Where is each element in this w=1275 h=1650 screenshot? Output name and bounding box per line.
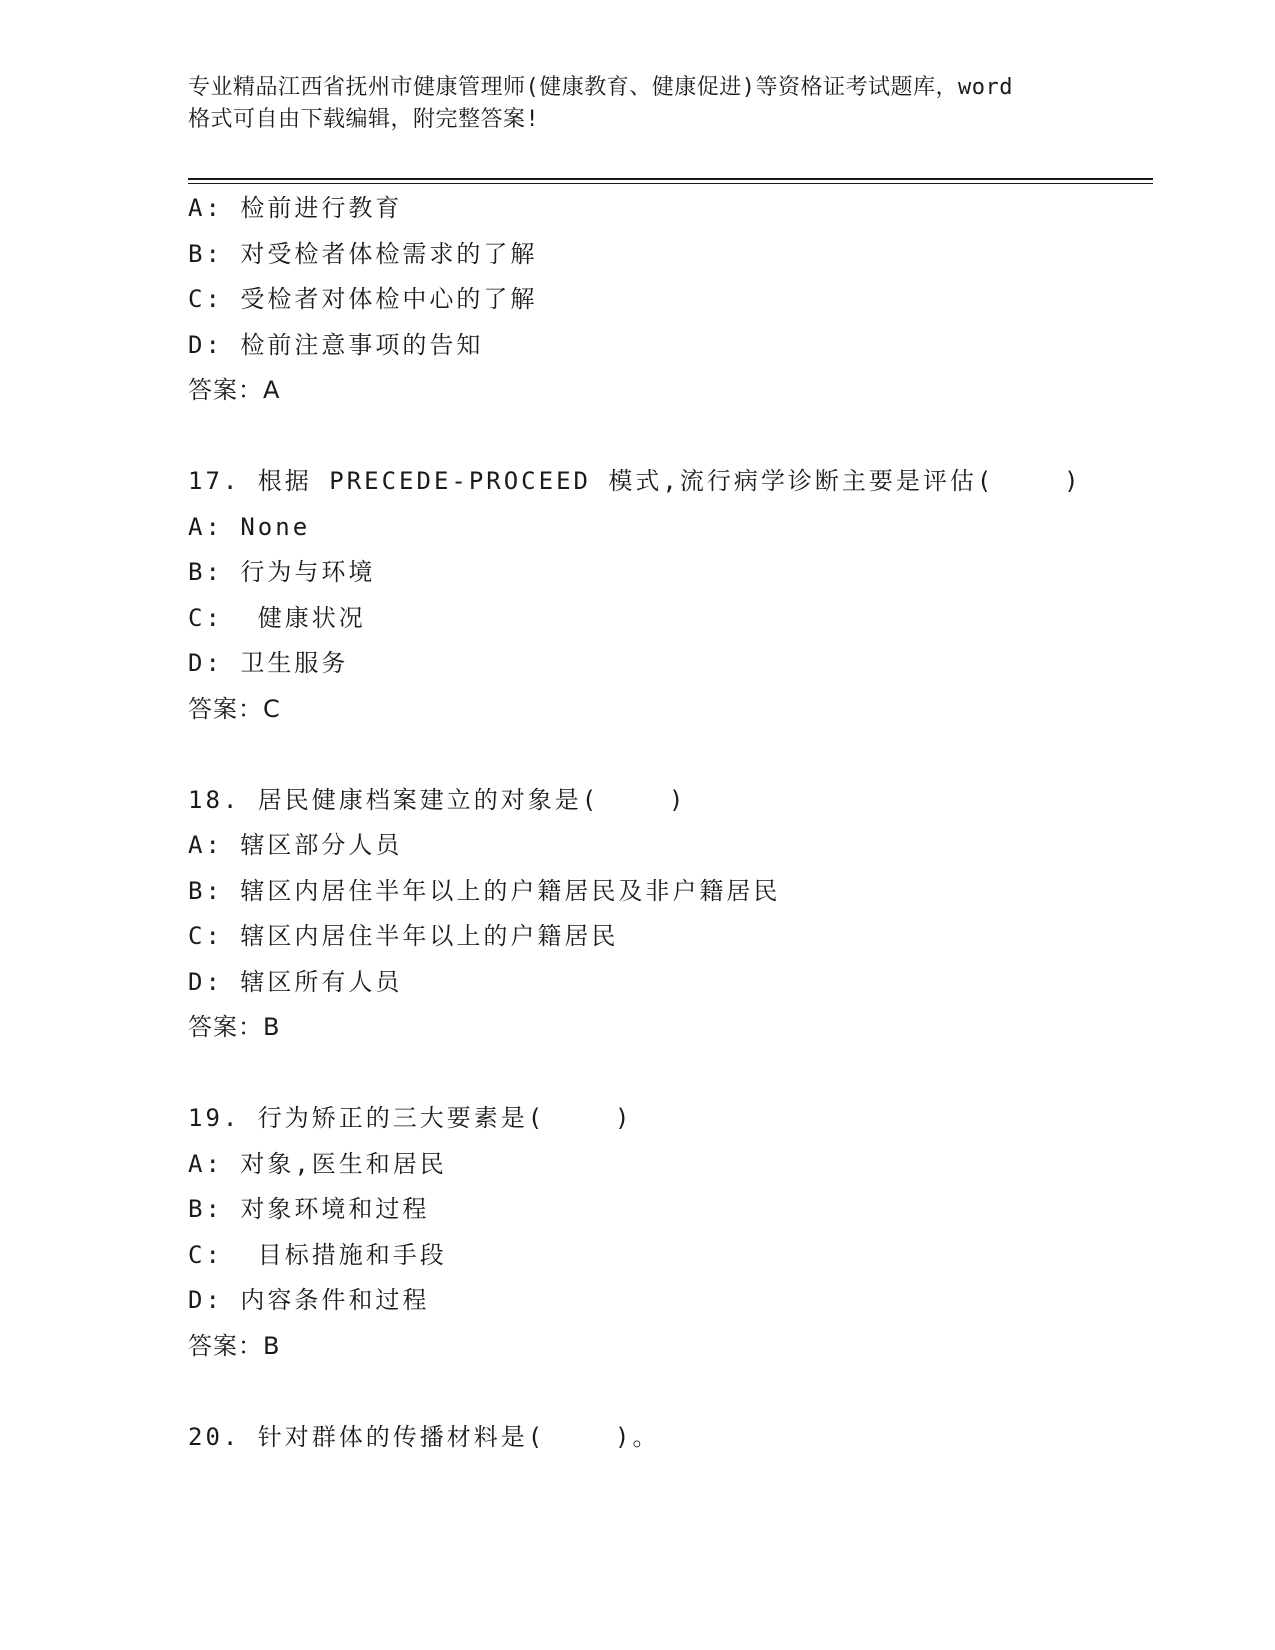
header-line-1: 专业精品江西省抚州市健康管理师(健康教育、健康促进)等资格证考试题库，word [188, 75, 1013, 100]
question-16 [188, 186, 1148, 414]
question-stem: 18. 居民健康档案建立的对象是( ) [188, 785, 687, 814]
question-17 [188, 459, 1148, 732]
option-c: C: 辖区内居住半年以上的户籍居民 [188, 922, 619, 950]
header-line-2: 格式可自由下载编辑，附完整答案! [188, 107, 540, 132]
option-a: A: 辖区部分人员 [188, 831, 403, 859]
question-19 [188, 1096, 1148, 1369]
spacer [188, 414, 1148, 460]
spacer [188, 1369, 1148, 1415]
option-b: B: 对象环境和过程 [188, 1195, 430, 1223]
option-a: A: 检前进行教育 [188, 194, 403, 222]
document-header [188, 72, 1088, 136]
option-c: C: 目标措施和手段 [188, 1240, 447, 1269]
option-a: A: None [188, 512, 311, 541]
question-18 [188, 778, 1148, 1051]
question-list [188, 186, 1148, 1460]
spacer [188, 1051, 1148, 1097]
answer: 答案：A [188, 376, 281, 404]
option-b: B: 行为与环境 [188, 558, 376, 586]
option-d: D: 检前注意事项的告知 [188, 330, 484, 359]
option-d: D: 卫生服务 [188, 649, 349, 677]
question-stem: 17. 根据 PRECEDE-PROCEED 模式,流行病学诊断主要是评估( ) [188, 467, 1082, 495]
answer: 答案：B [188, 1013, 281, 1041]
option-b: B: 辖区内居住半年以上的户籍居民及非户籍居民 [188, 876, 781, 905]
question-stem: 20. 针对群体的传播材料是( )。 [188, 1422, 660, 1451]
question-20 [188, 1415, 1148, 1461]
option-a: A: 对象,医生和居民 [188, 1149, 447, 1178]
header-rule-thin [188, 183, 1153, 184]
option-c: C: 健康状况 [188, 603, 366, 632]
answer: 答案：C [188, 694, 281, 723]
option-b: B: 对受检者体检需求的了解 [188, 239, 538, 268]
header-rule-thick [188, 178, 1153, 180]
answer: 答案：B [188, 1331, 281, 1360]
question-stem: 19. 行为矫正的三大要素是( ) [188, 1104, 633, 1132]
spacer [188, 732, 1148, 778]
option-c: C: 受检者对体检中心的了解 [188, 285, 538, 313]
option-d: D: 辖区所有人员 [188, 967, 403, 996]
option-d: D: 内容条件和过程 [188, 1286, 430, 1314]
